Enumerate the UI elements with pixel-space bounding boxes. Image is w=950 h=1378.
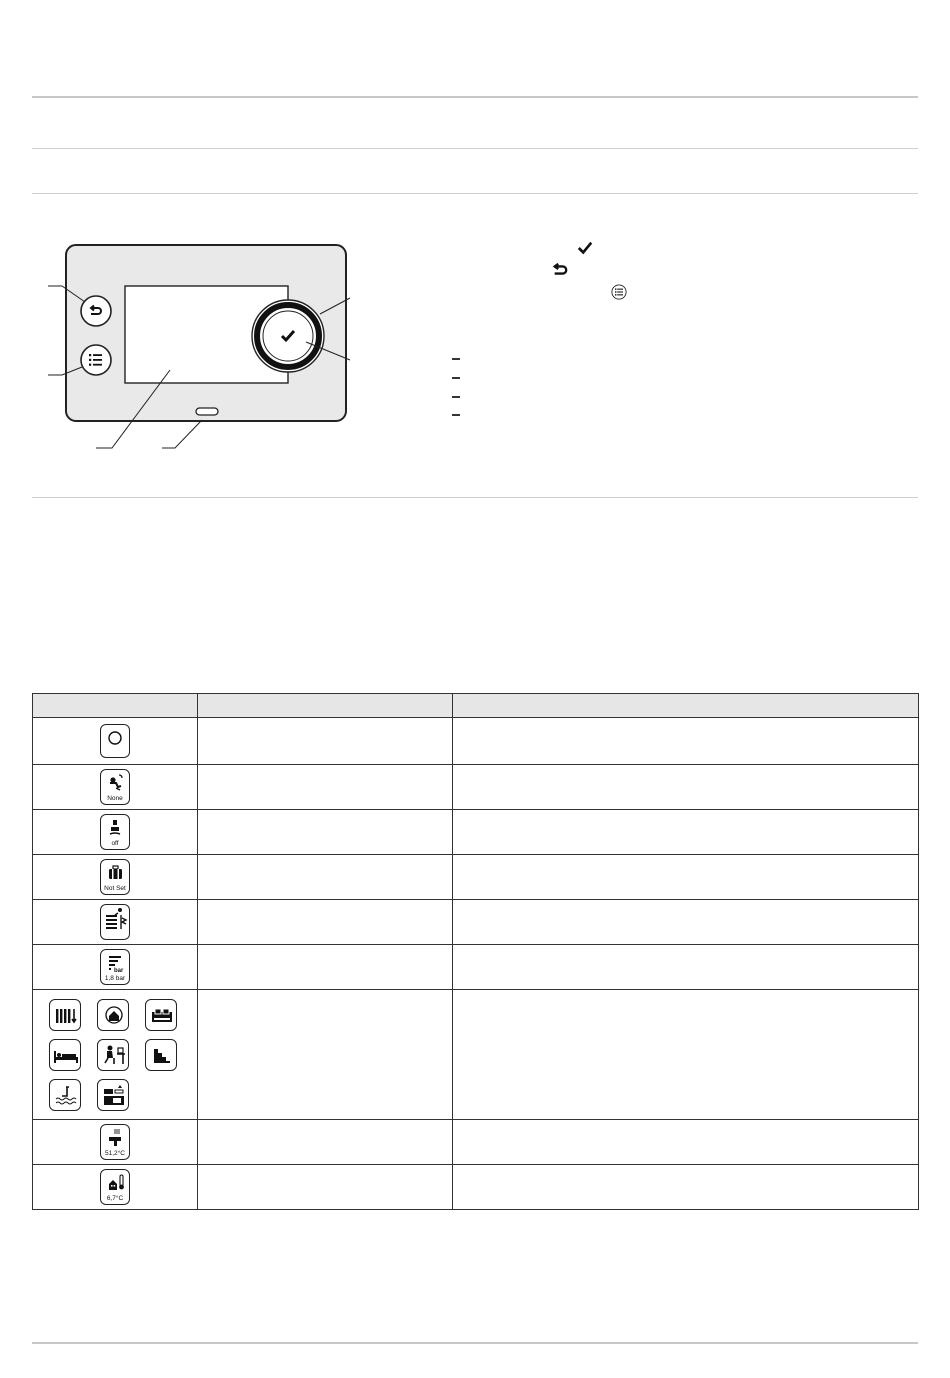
bullet-2 [452, 377, 460, 379]
office-desk-icon [97, 1039, 129, 1071]
zone-icons-group [33, 995, 197, 1115]
table-row [33, 718, 919, 765]
section-rule-1 [32, 148, 918, 149]
bullet-4 [452, 414, 460, 416]
section-rule-2 [32, 193, 918, 194]
stairs-icon [145, 1039, 177, 1071]
callout-6 [162, 420, 202, 448]
header-name [198, 694, 453, 718]
back-button[interactable] [81, 296, 111, 326]
selector-knob[interactable] [252, 300, 324, 372]
water-pressure-value: 1,8 bar [104, 975, 126, 982]
bullet-3 [452, 396, 460, 398]
dhw-temperature-icon [100, 1124, 130, 1160]
table-row [33, 1165, 919, 1210]
header-icon [33, 694, 198, 718]
table-row [33, 810, 919, 855]
checkmark-icon [577, 240, 593, 256]
house-zone-icon [97, 999, 129, 1031]
menu-list-icon [611, 284, 627, 300]
pool-icon [49, 1079, 81, 1111]
top-rule [32, 96, 918, 98]
icon-legend-table [32, 693, 919, 1210]
holiday-value: Not Set [104, 885, 126, 892]
power-icon [100, 724, 130, 758]
back-arrow-icon [552, 262, 568, 278]
service-contact-value: None [107, 795, 123, 802]
svg-text:bar: bar [114, 968, 124, 974]
table-row [33, 765, 919, 810]
table-row [33, 990, 919, 1120]
header-description [453, 694, 919, 718]
table-row [33, 855, 919, 900]
table-header-row [33, 694, 919, 718]
dhw-temperature-value: 51,2°C [105, 1150, 125, 1157]
radiator-icon [49, 999, 81, 1031]
footer-rule [32, 1342, 918, 1344]
dhw-boost-icon [100, 814, 130, 850]
bullet-1 [452, 358, 460, 360]
sofa-icon [145, 999, 177, 1031]
table-row [33, 1120, 919, 1165]
table-row [33, 945, 919, 990]
controller-drawing [30, 230, 370, 460]
service-contact-icon [100, 769, 130, 805]
status-led [196, 408, 218, 415]
outdoor-temperature-value: 6,7°C [106, 1195, 124, 1202]
water-pressure-icon [100, 949, 130, 985]
controller-illustration [30, 230, 370, 460]
solar-thermal-icon [100, 904, 130, 940]
kitchen-icon [97, 1079, 129, 1111]
bed-icon [49, 1039, 81, 1071]
table-row [33, 900, 919, 945]
menu-button[interactable] [81, 345, 111, 375]
section-rule-3 [32, 497, 918, 498]
dhw-boost-value: off [111, 840, 119, 847]
holiday-suitcase-icon [100, 859, 130, 895]
outdoor-temperature-icon [100, 1169, 130, 1205]
